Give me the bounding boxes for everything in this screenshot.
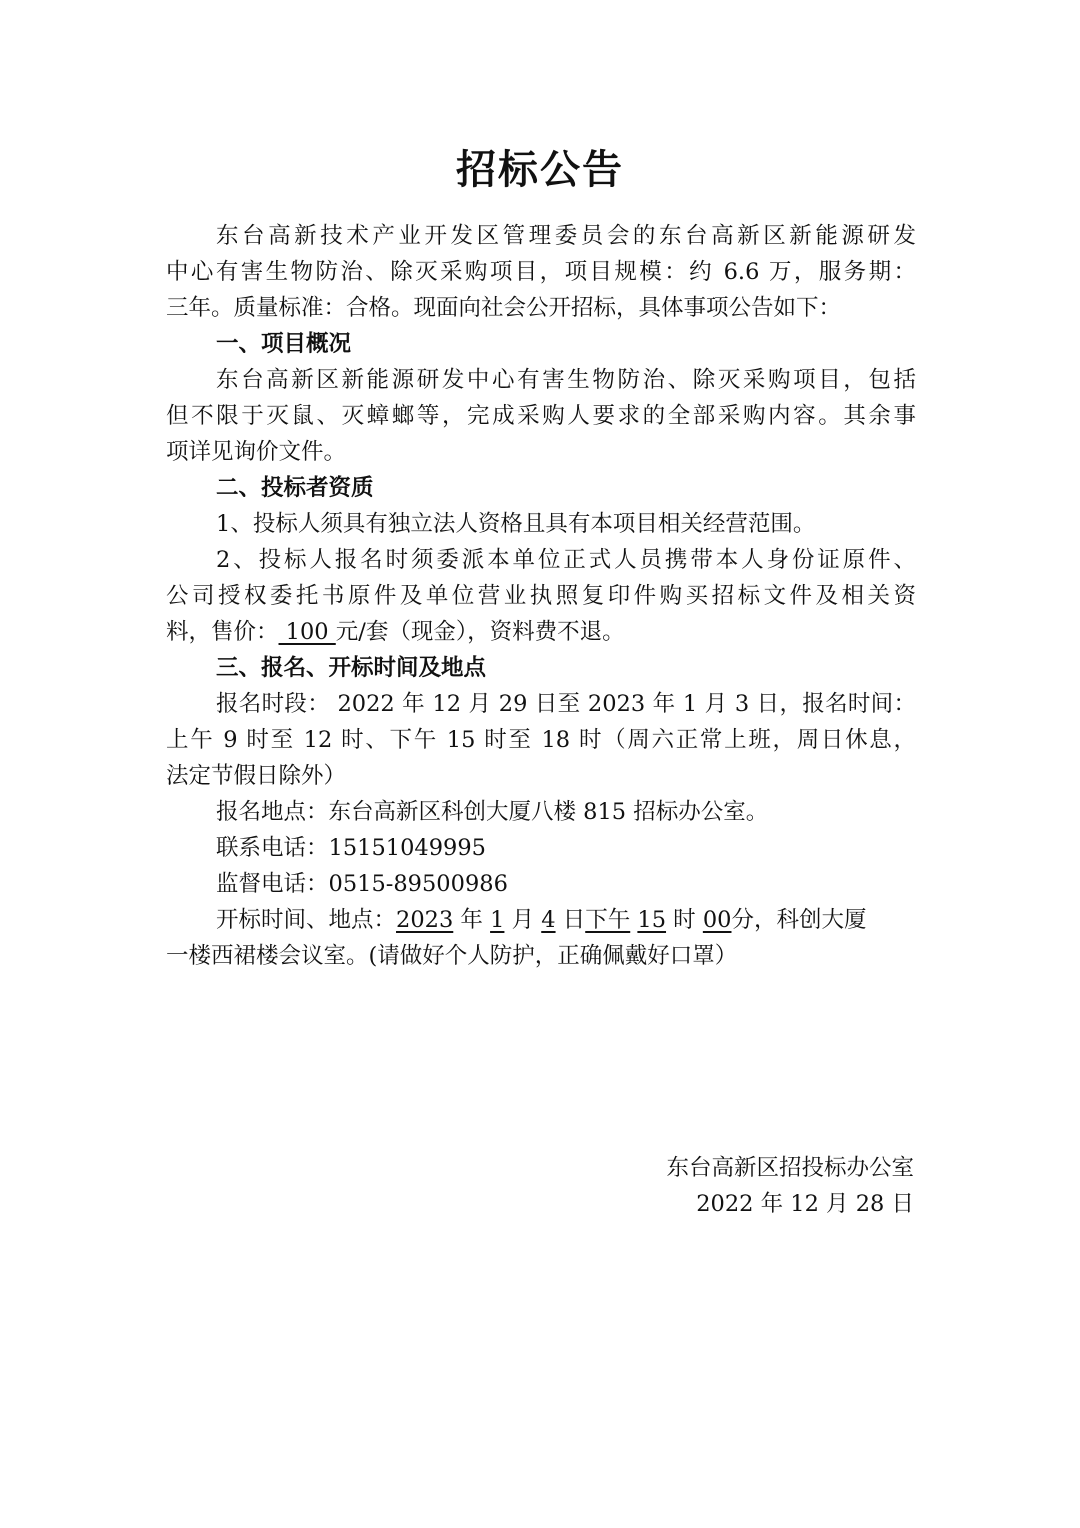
section2-price-line (166, 614, 916, 650)
section2-heading: 二、投标者资质 (216, 475, 374, 501)
price-prefix: 料，售价： (166, 619, 279, 645)
intro-line-3: 三年。质量标准：合格。现面向社会公开招标，具体事项公告如下： (166, 295, 842, 321)
opening-day: 4 (541, 907, 556, 933)
signup-line-1: 报名时段： 2022 年 12 月 29 日至 2023 年 1 月 3 日，报名时间： (216, 691, 916, 717)
section1-line-1: 东台高新区新能源研发中心有害生物防治、除灭采购项目，包括 (216, 367, 916, 393)
opening-year-unit: 年 (453, 907, 491, 933)
signature-org: 东台高新区招投标办公室 (666, 1155, 914, 1181)
document-body (166, 218, 916, 974)
section2-item-1: 1、投标人须具有独立法人资格且具有本项目相关经营范围。 (216, 511, 816, 537)
price-value: 100 (278, 619, 336, 645)
opening-year: 2023 (396, 907, 454, 933)
opening-line-2: 一楼西裙楼会议室。(请做好个人防护，正确佩戴好口罩） (166, 943, 738, 969)
contact-phone: 联系电话：15151049995 (216, 835, 486, 861)
opening-month-unit: 月 (504, 907, 542, 933)
opening-line-1 (166, 902, 916, 938)
opening-rest: 分，科创大厦 (731, 907, 867, 933)
section1-heading: 一、项目概况 (216, 331, 352, 357)
section1-line-3: 项详见询价文件。 (166, 439, 347, 465)
opening-period: 下午 (585, 907, 631, 933)
signature-date: 2022 年 12 月 28 日 (696, 1191, 914, 1217)
intro-line-2: 中心有害生物防治、除灭采购项目，项目规模：约 6.6 万，服务期： (166, 259, 916, 285)
signup-line-2: 上午 9 时至 12 时、下午 15 时至 18 时（周六正常上班，周日休息， (166, 727, 916, 753)
section2-item-2-line-1: 2、投标人报名时须委派本单位正式人员携带本人身份证原件、 (216, 547, 916, 573)
section1-line-2: 但不限于灭鼠、灭蟑螂等，完成采购人要求的全部采购内容。其余事 (166, 403, 916, 429)
price-suffix: 元/套（现金），资料费不退。 (335, 619, 625, 645)
signup-line-3: 法定节假日除外） (166, 763, 347, 789)
section3-heading: 三、报名、开标时间及地点 (216, 655, 487, 681)
opening-month: 1 (490, 907, 505, 933)
intro-line-1: 东台高新技术产业开发区管理委员会的东台高新区新能源研发 (216, 223, 916, 249)
signature-block (666, 1150, 914, 1222)
opening-minute: 00 (702, 907, 732, 933)
opening-prefix: 开标时间、地点： (216, 907, 397, 933)
section2-item-2-line-2: 公司授权委托书原件及单位营业执照复印件购买招标文件及相关资 (166, 583, 916, 609)
signup-location: 报名地点：东台高新区科创大厦八楼 815 招标办公室。 (216, 799, 769, 825)
opening-hour-unit: 时 (666, 907, 703, 933)
document-title: 招标公告 (456, 147, 624, 193)
supervise-phone: 监督电话：0515-89500986 (216, 871, 508, 897)
opening-hour: 15 (637, 907, 667, 933)
opening-day-unit: 日 (555, 907, 586, 933)
